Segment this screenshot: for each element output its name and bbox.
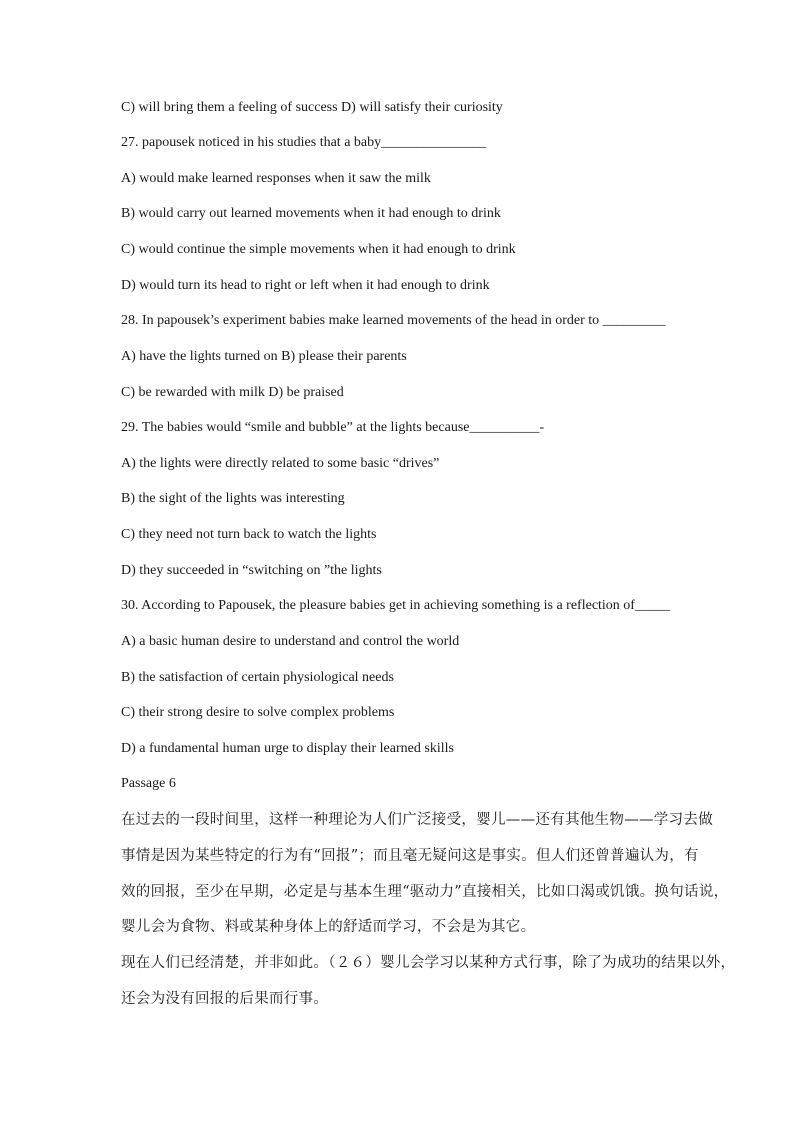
option-line-c-q27: C) would continue the simple movements when it had enough to drink xyxy=(121,242,516,257)
option-line-a-q27: A) would make learned responses when it saw the milk xyxy=(121,171,431,186)
option-line-d-q30: D) a fundamental human urge to display their learned skills xyxy=(121,741,454,756)
option-line-b-q27: B) would carry out learned movements when it had enough to drink xyxy=(121,206,501,221)
option-line-c-d-q28: C) be rewarded with milk D) be praised xyxy=(121,385,344,400)
option-line-c-d-q26: C) will bring them a feeling of success D) will satisfy their curiosity xyxy=(121,100,503,115)
question-29: 29. The babies would “smile and bubble” at the lights because__________- xyxy=(121,420,545,435)
passage-heading: Passage 6 xyxy=(121,776,176,791)
question-30: 30. According to Papousek, the pleasure babies get in achieving something is a reflection of_____ xyxy=(121,598,670,613)
option-line-d-q27: D) would turn its head to right or left when it had enough to drink xyxy=(121,278,490,293)
chinese-paragraph-line: 婴儿会为食物、料或某种身体上的舒适而学习，不会是为其它。 xyxy=(121,919,536,935)
chinese-paragraph-line: 事情是因为某些特定的行为有“回报”；而且毫无疑问这是事实。但人们还曾普遍认为，有 xyxy=(121,848,699,864)
option-line-a-q29: A) the lights were directly related to some basic “drives” xyxy=(121,456,440,471)
option-line-a-b-q28: A) have the lights turned on B) please their parents xyxy=(121,349,407,364)
question-27: 27. papousek noticed in his studies that a baby_______________ xyxy=(121,135,487,150)
chinese-paragraph-line: 效的回报，至少在早期，必定是与基本生理“驱动力”直接相关，比如口渴或饥饿。换句话说， xyxy=(121,884,729,900)
chinese-paragraph-line: 在过去的一段时间里，这样一种理论为人们广泛接受，婴儿——还有其他生物——学习去做 xyxy=(121,812,713,828)
chinese-paragraph-line: 还会为没有回报的后果而行事。 xyxy=(121,991,329,1007)
option-line-b-q30: B) the satisfaction of certain physiological needs xyxy=(121,670,394,685)
question-28: 28. In papousek’s experiment babies make learned movements of the head in order to _________ xyxy=(121,313,666,328)
option-line-d-q29: D) they succeeded in “switching on ”the lights xyxy=(121,563,382,578)
option-line-a-q30: A) a basic human desire to understand and control the world xyxy=(121,634,460,649)
option-line-c-q30: C) their strong desire to solve complex problems xyxy=(121,705,395,720)
option-line-b-q29: B) the sight of the lights was interesting xyxy=(121,491,345,506)
option-line-c-q29: C) they need not turn back to watch the lights xyxy=(121,527,377,542)
chinese-paragraph-line: 现在人们已经清楚，并非如此。（２６）婴儿会学习以某种方式行事，除了为成功的结果以外， xyxy=(121,955,736,971)
